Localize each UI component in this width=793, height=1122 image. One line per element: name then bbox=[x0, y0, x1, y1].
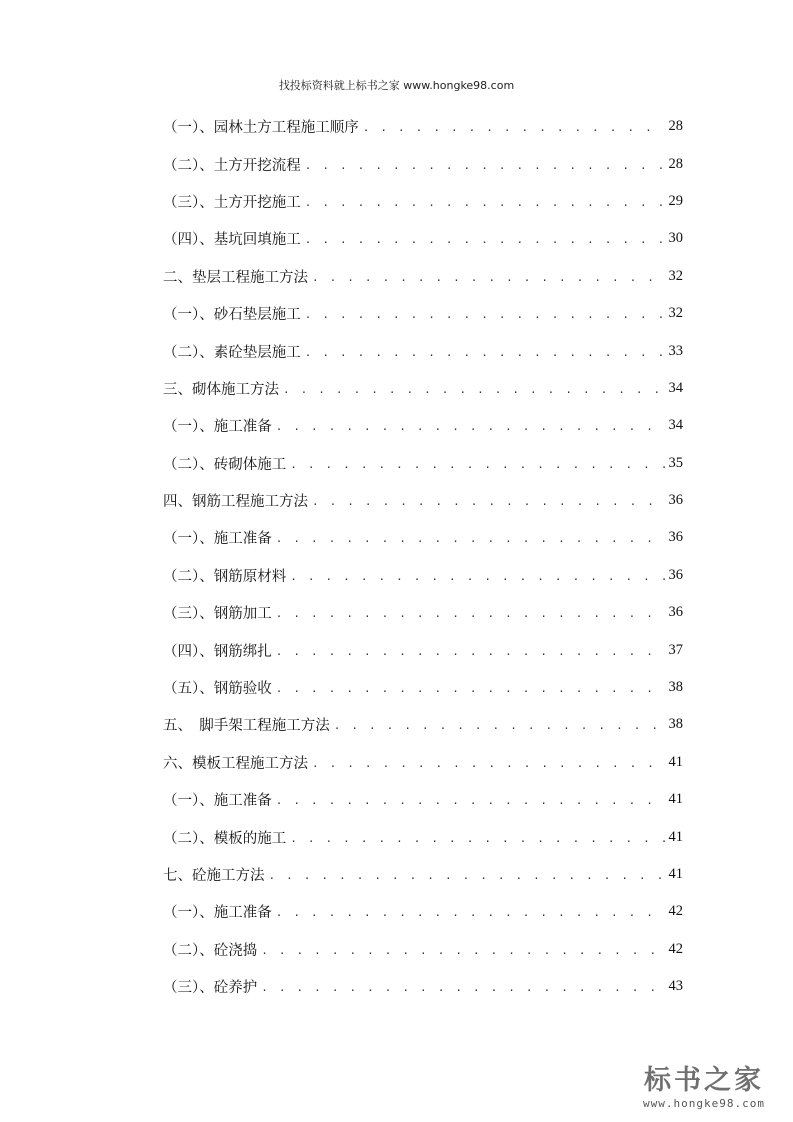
toc-entry[interactable] bbox=[163, 258, 683, 295]
toc-entry-label: （三）、土方开挖施工 bbox=[163, 194, 301, 211]
toc-entry[interactable] bbox=[163, 220, 683, 257]
toc-entry[interactable] bbox=[163, 631, 683, 668]
toc-entry-page: 33 bbox=[668, 342, 683, 359]
toc-entry[interactable] bbox=[163, 519, 683, 556]
toc-entry-page: 32 bbox=[668, 305, 683, 322]
toc-entry-label: （二）、素砼垫层施工 bbox=[163, 344, 301, 361]
toc-entry-label: （一）、园林土方工程施工顺序 bbox=[163, 120, 359, 137]
toc-leader-dots bbox=[305, 194, 665, 209]
toc-entry-page: 36 bbox=[668, 492, 683, 509]
toc-entry[interactable] bbox=[163, 744, 683, 781]
toc-entry-label: （一）、施工准备 bbox=[163, 905, 272, 922]
toc-entry-page: 41 bbox=[668, 866, 683, 882]
toc-entry-label: （一）、施工准备 bbox=[163, 793, 272, 810]
table-of-contents bbox=[163, 108, 683, 1005]
toc-entry[interactable] bbox=[163, 407, 683, 444]
toc-leader-dots bbox=[261, 979, 664, 994]
toc-entry[interactable] bbox=[163, 445, 683, 482]
toc-entry-label: （二）、砖砌体施工 bbox=[163, 456, 287, 473]
toc-entry[interactable] bbox=[163, 145, 683, 182]
toc-entry-page: 34 bbox=[668, 379, 683, 396]
toc-leader-dots bbox=[305, 306, 665, 321]
toc-entry-label: （三）、钢筋加工 bbox=[163, 606, 272, 623]
toc-entry[interactable] bbox=[163, 781, 683, 818]
toc-leader-dots bbox=[334, 717, 665, 732]
toc-leader-dots bbox=[276, 904, 665, 919]
watermark-logo bbox=[629, 1058, 779, 1110]
toc-entry-label: （一）、施工准备 bbox=[163, 419, 272, 436]
toc-entry-page: 43 bbox=[668, 978, 683, 995]
toc-entry-page: 34 bbox=[668, 417, 683, 434]
toc-entry-label: 六、模板工程施工方法 bbox=[163, 755, 308, 772]
toc-leader-dots bbox=[312, 493, 665, 508]
toc-entry[interactable] bbox=[163, 594, 683, 631]
toc-entry-label: （三）、砼养护 bbox=[163, 980, 258, 997]
toc-leader-dots bbox=[305, 157, 665, 172]
toc-leader-dots bbox=[276, 792, 665, 807]
toc-entry-page: 35 bbox=[668, 454, 683, 471]
toc-entry[interactable] bbox=[163, 818, 683, 855]
toc-leader-dots bbox=[305, 231, 665, 246]
toc-entry-page: 37 bbox=[668, 641, 683, 658]
toc-entry[interactable] bbox=[163, 893, 683, 930]
toc-entry-page: 28 bbox=[668, 155, 683, 172]
toc-entry-label: 四、钢筋工程施工方法 bbox=[163, 494, 308, 511]
watermark-title: 标书之家 bbox=[644, 1065, 764, 1096]
toc-entry-page: 42 bbox=[668, 940, 683, 957]
toc-entry-label: （一）、施工准备 bbox=[163, 531, 272, 548]
toc-entry-page: 28 bbox=[668, 118, 683, 135]
toc-leader-dots bbox=[363, 119, 665, 134]
toc-entry[interactable] bbox=[163, 856, 683, 893]
toc-entry[interactable] bbox=[163, 706, 683, 743]
toc-leader-dots bbox=[269, 867, 665, 882]
toc-leader-dots bbox=[283, 381, 665, 396]
toc-entry-page: 38 bbox=[668, 679, 683, 696]
toc-entry-label: （四）、钢筋绑扎 bbox=[163, 643, 272, 660]
toc-entry[interactable] bbox=[163, 669, 683, 706]
toc-entry-label: （五）、钢筋验收 bbox=[163, 681, 272, 698]
toc-entry-page: 41 bbox=[668, 791, 683, 808]
toc-entry[interactable] bbox=[163, 482, 683, 519]
toc-leader-dots bbox=[290, 456, 664, 471]
toc-entry-page: 41 bbox=[668, 828, 683, 845]
toc-leader-dots bbox=[312, 269, 665, 284]
toc-entry-page: 36 bbox=[668, 604, 683, 621]
toc-entry[interactable] bbox=[163, 968, 683, 1005]
toc-leader-dots bbox=[305, 344, 665, 359]
toc-entry-page: 29 bbox=[668, 192, 683, 209]
toc-entry-page: 32 bbox=[668, 267, 683, 284]
toc-leader-dots bbox=[312, 755, 665, 770]
toc-entry[interactable] bbox=[163, 557, 683, 594]
toc-leader-dots bbox=[261, 942, 664, 957]
toc-leader-dots bbox=[276, 530, 665, 545]
toc-entry-label: 七、砼施工方法 bbox=[163, 868, 265, 884]
toc-entry-label: （二）、土方开挖流程 bbox=[163, 157, 301, 174]
toc-entry-page: 30 bbox=[668, 230, 683, 247]
toc-entry-page: 36 bbox=[668, 566, 683, 583]
toc-entry-label: （二）、钢筋原材料 bbox=[163, 568, 287, 585]
toc-entry-label: 五、 脚手架工程施工方法 bbox=[163, 718, 330, 735]
toc-entry-page: 41 bbox=[668, 753, 683, 770]
toc-entry-page: 36 bbox=[668, 529, 683, 546]
toc-entry-page: 42 bbox=[668, 903, 683, 920]
watermark-url: www.hongke98.com bbox=[643, 1097, 765, 1110]
toc-entry-label: （二）、模板的施工 bbox=[163, 830, 287, 847]
toc-leader-dots bbox=[276, 605, 665, 620]
toc-leader-dots bbox=[276, 418, 665, 433]
toc-entry-page: 38 bbox=[668, 716, 683, 733]
toc-entry[interactable] bbox=[163, 183, 683, 220]
toc-entry-label: 二、垫层工程施工方法 bbox=[163, 269, 308, 286]
toc-entry-label: 三、砌体施工方法 bbox=[163, 381, 279, 398]
toc-leader-dots bbox=[290, 568, 664, 583]
toc-leader-dots bbox=[276, 680, 665, 695]
toc-entry[interactable] bbox=[163, 931, 683, 968]
page-header: 找投标资料就上标书之家 www.hongke98.com bbox=[278, 79, 515, 92]
toc-entry[interactable] bbox=[163, 108, 683, 145]
toc-entry[interactable] bbox=[163, 370, 683, 407]
toc-entry-label: （一）、砂石垫层施工 bbox=[163, 307, 301, 324]
toc-entry-label: （二）、砼浇捣 bbox=[163, 942, 258, 959]
toc-leader-dots bbox=[276, 643, 665, 658]
toc-entry[interactable] bbox=[163, 295, 683, 332]
toc-entry[interactable] bbox=[163, 332, 683, 369]
toc-entry-label: （四）、基坑回填施工 bbox=[163, 232, 301, 249]
toc-leader-dots bbox=[290, 830, 664, 845]
